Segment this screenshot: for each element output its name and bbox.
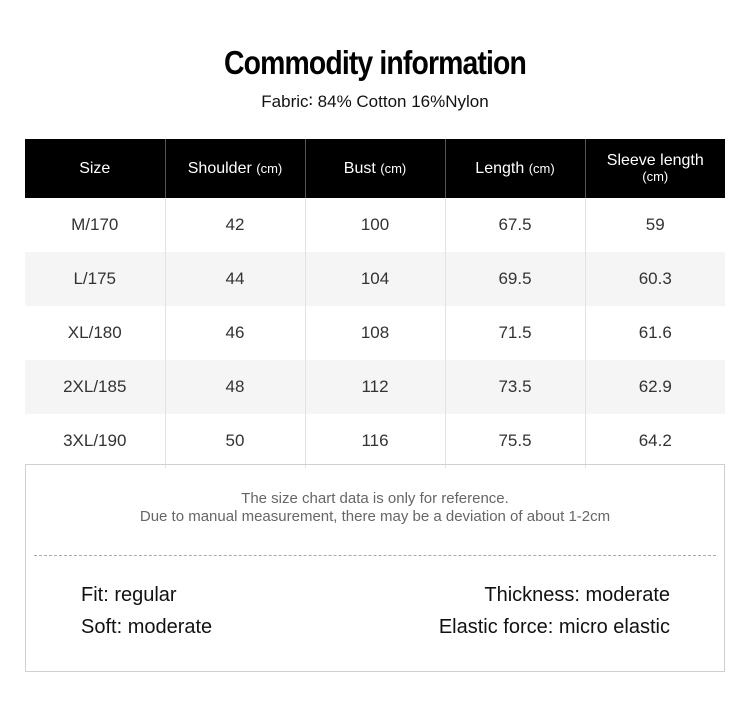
dashed-divider [34, 555, 716, 556]
notes-panel [25, 464, 725, 672]
length-cell: 71.5 [445, 306, 585, 360]
length-cell: 69.5 [445, 252, 585, 306]
size-cell: L/175 [25, 252, 165, 306]
soft-attribute: Soft: moderate [81, 616, 213, 638]
shoulder-cell: 50 [165, 414, 305, 468]
shoulder-cell: 46 [165, 306, 305, 360]
column-unit: (cm) [642, 168, 669, 184]
column-header-size [25, 139, 165, 198]
deviation-note: Due to manual measurement, there may be a deviation of about 1-2cm [139, 508, 611, 525]
column-label: Shoulder [187, 159, 252, 177]
column-label: Length [475, 159, 525, 177]
bust-cell: 104 [305, 252, 445, 306]
length-cell: 73.5 [445, 360, 585, 414]
bust-cell: 100 [305, 198, 445, 252]
length-cell: 67.5 [445, 198, 585, 252]
sleeve-length-cell: 64.2 [585, 414, 725, 468]
size-cell: 3XL/190 [63, 431, 127, 450]
table-row [25, 306, 725, 360]
length-cell: 75.5 [445, 414, 585, 468]
column-label: Size [79, 159, 111, 177]
table-header-row [25, 139, 725, 198]
thickness-attribute: Thickness: moderate [484, 584, 670, 606]
bust-cell: 108 [305, 306, 445, 360]
column-header-shoulder [165, 139, 305, 198]
size-cell: XL/180 [67, 323, 122, 342]
sleeve-length-cell: 62.9 [585, 360, 725, 414]
column-unit: (cm) [528, 160, 555, 176]
table-row [25, 360, 725, 414]
elastic-attribute: Elastic force: micro elastic [438, 616, 670, 638]
shoulder-cell: 42 [165, 198, 305, 252]
column-header-bust [305, 139, 445, 198]
bust-cell: 116 [305, 414, 445, 468]
sleeve-length-cell: 59 [585, 198, 725, 252]
table-row [25, 414, 725, 468]
sleeve-length-cell: 61.6 [585, 306, 725, 360]
size-chart-table [25, 139, 725, 468]
size-cell: 2XL/185 [25, 360, 165, 414]
column-unit: (cm) [380, 160, 407, 176]
shoulder-cell: 44 [165, 252, 305, 306]
sleeve-length-cell: 60.3 [585, 252, 725, 306]
column-header-length [445, 139, 585, 198]
table-row [25, 198, 725, 252]
column-header-sleeve-length [585, 139, 725, 198]
table-row [25, 252, 725, 306]
column-label: Sleeve length [606, 151, 704, 169]
fit-attribute: Fit: regular [81, 584, 177, 606]
column-unit: (cm) [256, 160, 283, 176]
page-title: Commodity information [224, 44, 526, 81]
size-cell: M/170 [71, 215, 119, 234]
reference-note: The size chart data is only for reference. [241, 490, 509, 507]
column-label: Bust [343, 159, 376, 177]
shoulder-cell: 48 [165, 360, 305, 414]
bust-cell: 112 [305, 360, 445, 414]
fabric-composition: Fabric∶ 84% Cotton 16%Nylon [261, 92, 489, 111]
